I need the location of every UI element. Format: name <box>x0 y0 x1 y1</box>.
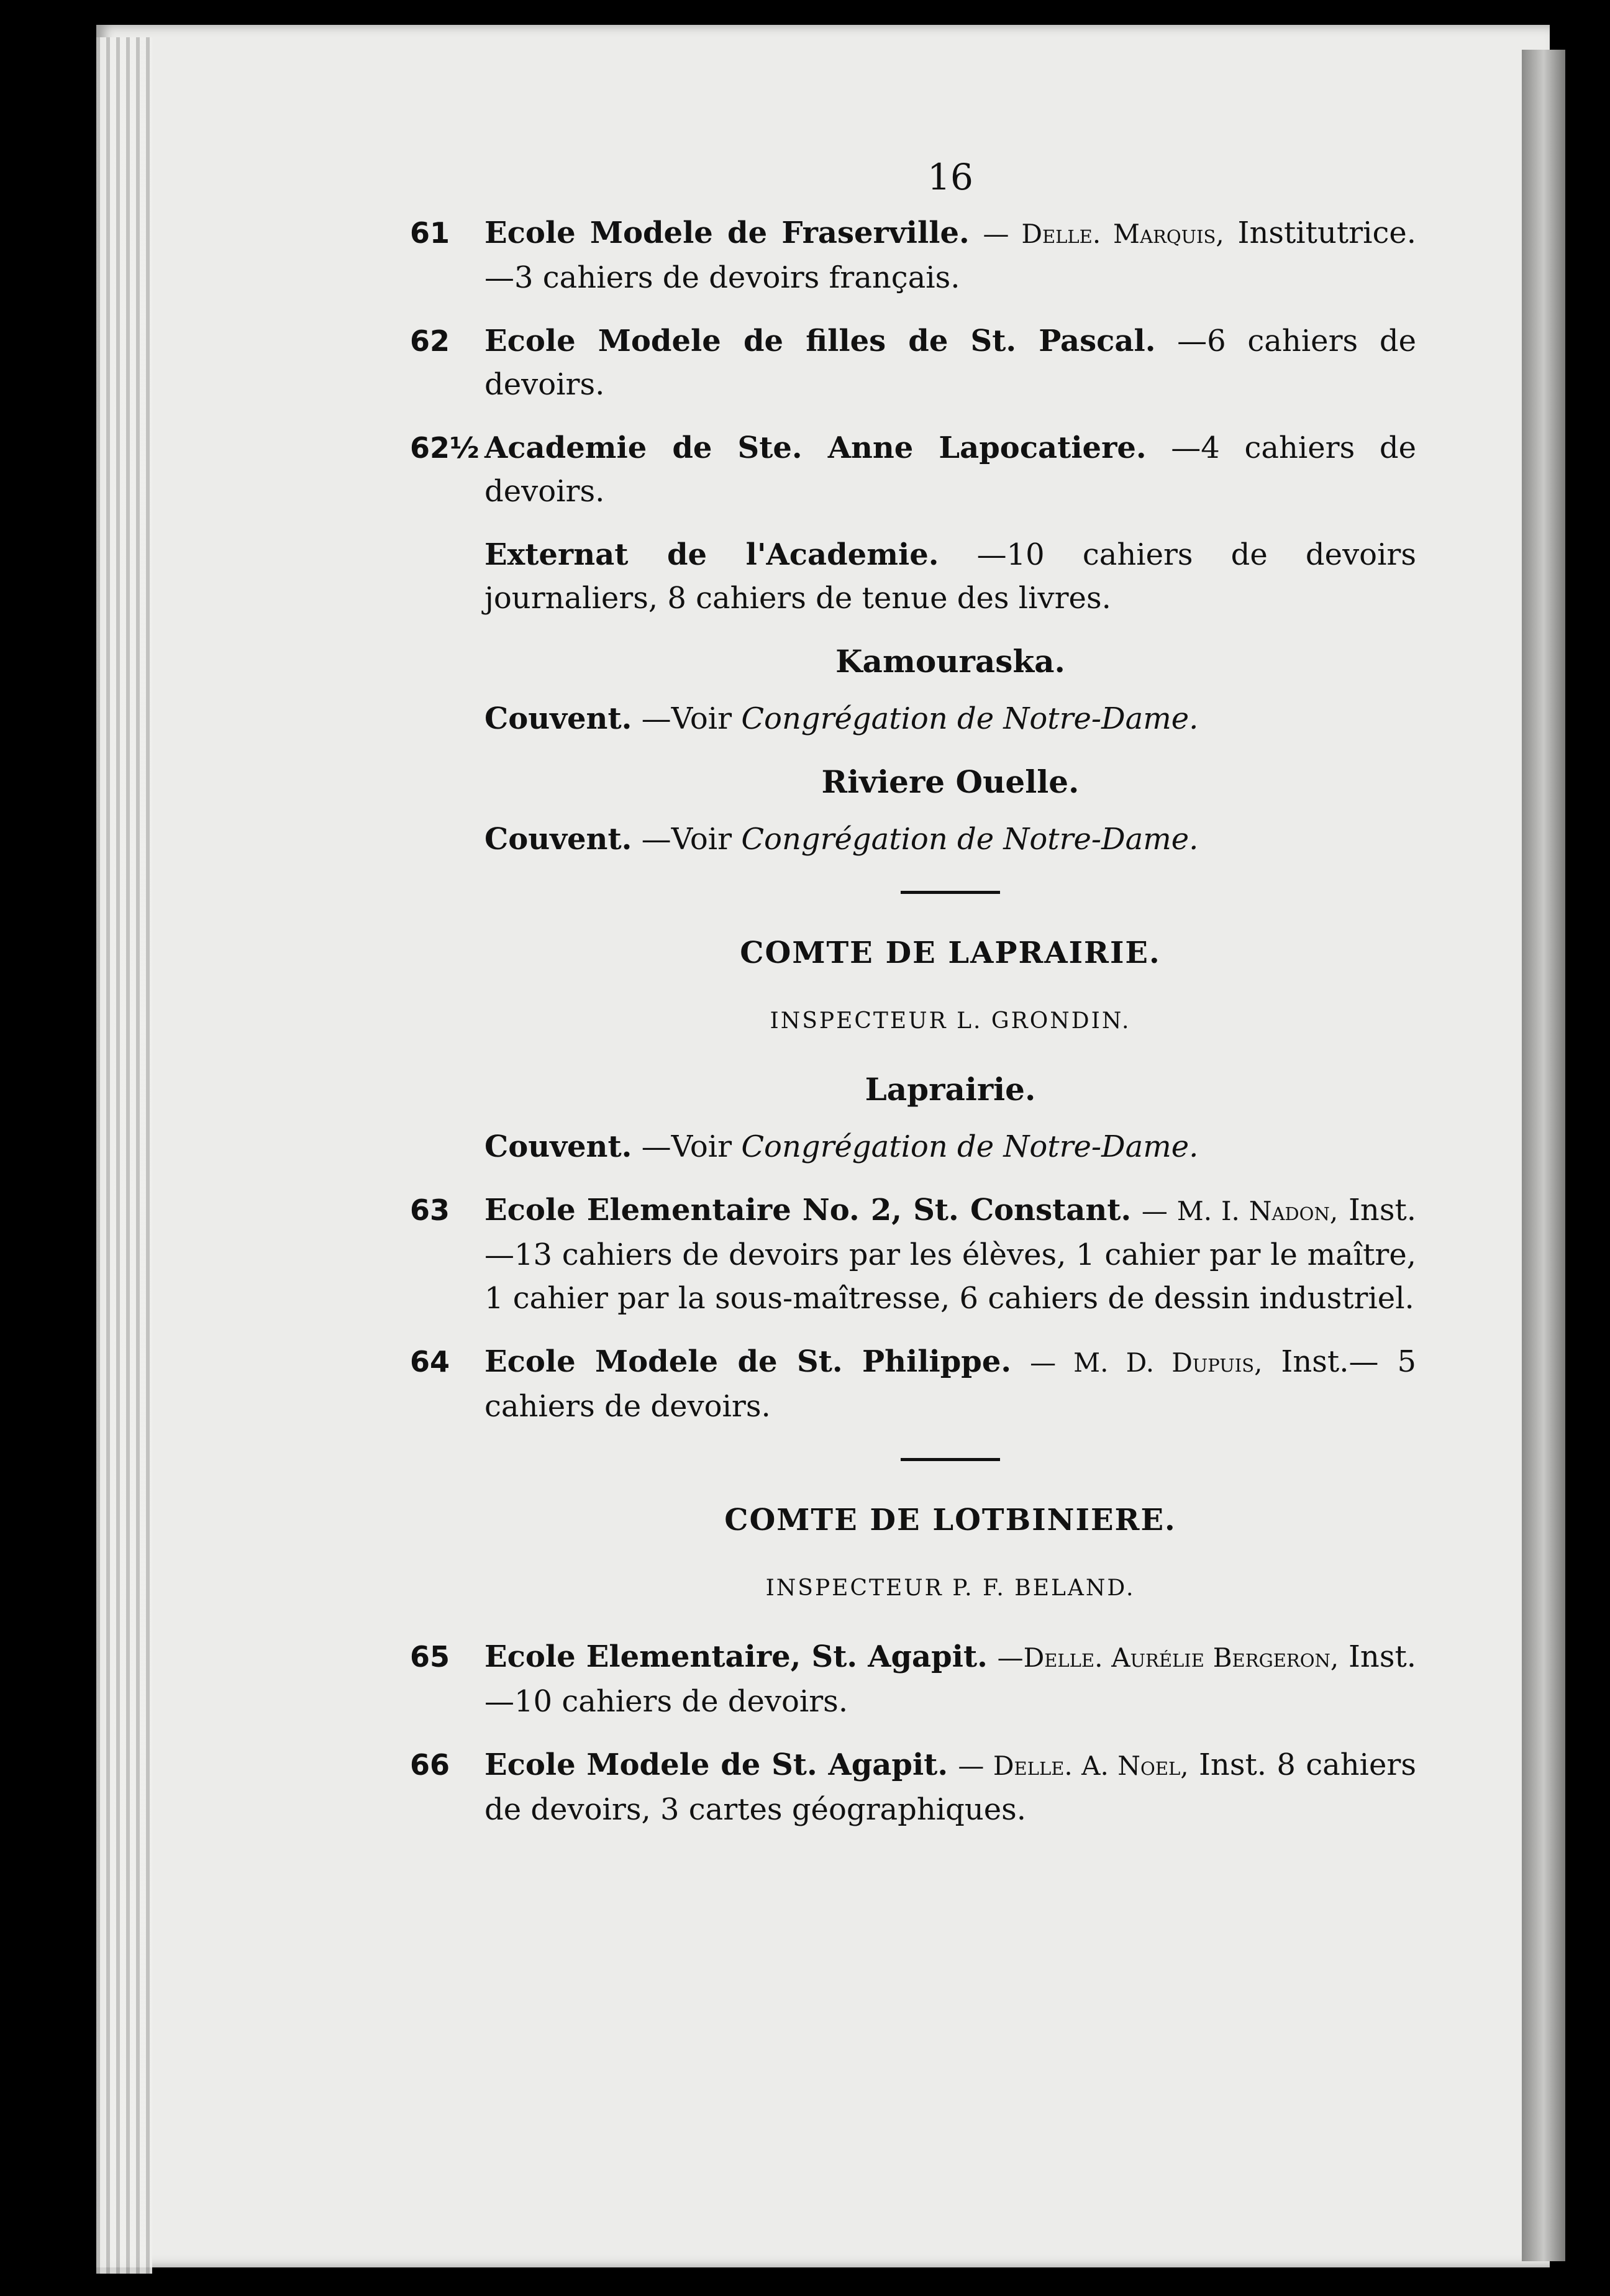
inspector-lotbiniere: INSPECTEUR P. F. BELAND. <box>765 1575 1135 1601</box>
entry-person: —Delle. Aurélie Bergeron, <box>997 1642 1339 1673</box>
place-heading-kamouraska: Kamouraska. <box>835 643 1065 680</box>
entry-title: Academie de Ste. Anne Lapocatiere. <box>484 430 1147 465</box>
entry-63 <box>410 1188 1416 1320</box>
entry-66 <box>410 1743 1416 1831</box>
place-heading-laprairie: Laprairie. <box>865 1071 1036 1108</box>
entry-64 <box>410 1340 1416 1428</box>
entry-number: 65 <box>410 1640 450 1674</box>
county-heading-lotbiniere: COMTE DE LOTBINIERE. <box>724 1503 1176 1538</box>
page-number: 16 <box>927 156 973 198</box>
entry-number: 61 <box>410 216 450 250</box>
entry-title: Ecole Modele de St. Philippe. <box>484 1344 1012 1379</box>
couvent-label: Couvent. <box>484 822 632 857</box>
voir-text: —Voir <box>641 701 732 736</box>
place-heading-riviere-ouelle: Riviere Ouelle. <box>821 763 1080 800</box>
entry-title: Ecole Elementaire, St. Agapit. <box>484 1639 988 1674</box>
reference-text: Congrégation de Notre-Dame. <box>741 701 1199 736</box>
section-divider <box>901 891 1000 894</box>
inspector-laprairie: INSPECTEUR L. GRONDIN. <box>770 1008 1131 1034</box>
entry-title: Externat de l'Academie. <box>484 537 939 572</box>
page-edges <box>96 37 152 2274</box>
entry-number: 64 <box>410 1345 450 1378</box>
entry-61 <box>410 211 1416 299</box>
entry-person: — Delle. Marquis, <box>983 219 1224 249</box>
couvent-kamouraska <box>410 697 1416 740</box>
entry-person: — M. I. Nadon, <box>1141 1196 1339 1226</box>
reference-text: Congrégation de Notre-Dame. <box>741 822 1199 857</box>
document-text <box>410 155 1416 1851</box>
entry-text: Inst. —10 cahiers de devoirs. <box>484 1639 1417 1719</box>
entry-title: Ecole Modele de Fraserville. <box>484 216 970 250</box>
entry-65 <box>410 1635 1416 1723</box>
couvent-riviere-ouelle <box>410 818 1416 861</box>
entry-text: —6 cahiers de devoirs. <box>484 324 1417 402</box>
entry-text: Inst. 8 cahiers de devoirs, 3 cartes géographiques. <box>484 1747 1417 1827</box>
entry-text: Institutrice. —3 cahiers de devoirs français. <box>484 216 1416 295</box>
section-divider <box>901 1458 1000 1461</box>
entry-62 <box>410 319 1416 406</box>
entry-number: 62 <box>410 324 450 358</box>
couvent-label: Couvent. <box>484 1129 632 1164</box>
entry-62-half <box>410 426 1416 513</box>
binding-strip <box>1522 50 1565 2261</box>
voir-text: —Voir <box>641 1129 732 1164</box>
entry-person: — M. D. Dupuis, <box>1030 1347 1263 1378</box>
entry-number: 62½ <box>410 431 480 465</box>
couvent-label: Couvent. <box>484 701 632 736</box>
entry-number: 63 <box>410 1193 450 1227</box>
entry-person: — Delle. A. Noel, <box>958 1751 1189 1781</box>
entry-title: Ecole Modele de filles de St. Pascal. <box>484 324 1156 358</box>
entry-text: —4 cahiers de devoirs. <box>484 430 1417 509</box>
entry-text: —10 cahiers de devoirs journaliers, 8 cahiers de tenue des livres. <box>484 537 1417 616</box>
entry-number: 66 <box>410 1748 450 1782</box>
entry-externat <box>410 533 1416 620</box>
reference-text: Congrégation de Notre-Dame. <box>741 1129 1199 1164</box>
couvent-laprairie <box>410 1125 1416 1168</box>
entry-title: Ecole Modele de St. Agapit. <box>484 1747 948 1782</box>
county-heading-laprairie: COMTE DE LAPRAIRIE. <box>740 936 1161 970</box>
entry-text: Inst. —13 cahiers de devoirs par les élèves, 1 cahier par le maître, 1 cahier par la sous-maîtresse, 6 cahiers de dessin industriel. <box>484 1193 1416 1316</box>
voir-text: —Voir <box>641 822 732 857</box>
entry-title: Ecole Elementaire No. 2, St. Constant. <box>484 1193 1132 1228</box>
entry-text: Inst.— 5 cahiers de devoirs. <box>484 1344 1416 1424</box>
